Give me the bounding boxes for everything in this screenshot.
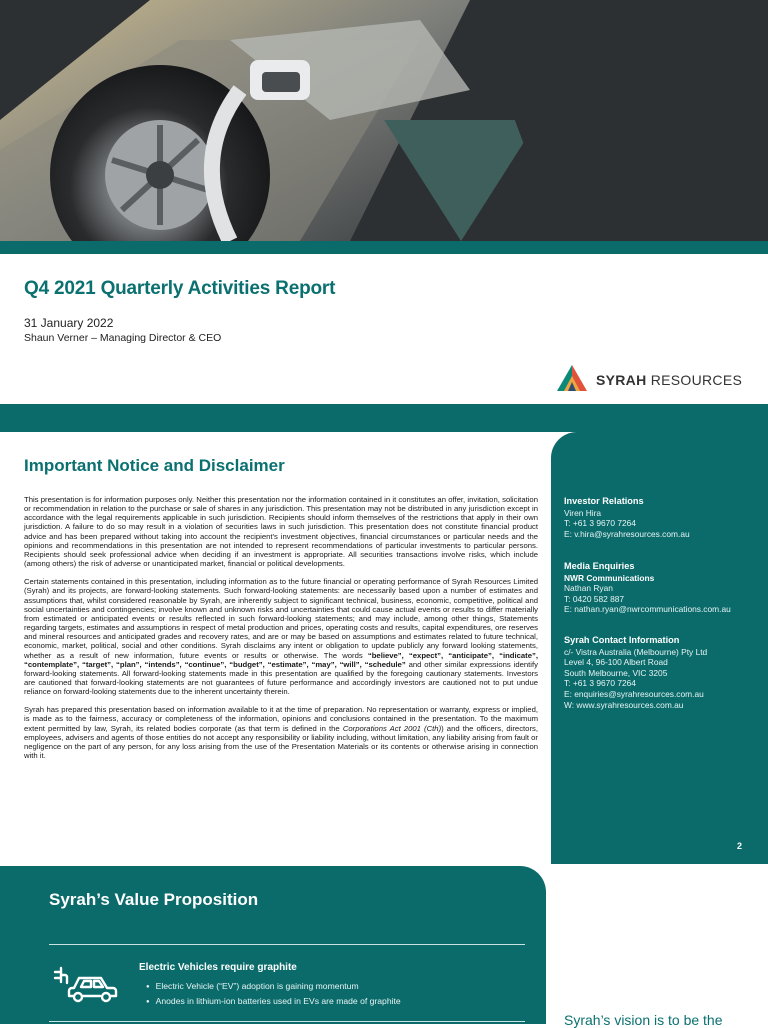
syrah-contact-information: Syrah Contact Information c/- Vistra Australia (Melbourne) Pty Ltd Level 4, 96-100 Albert Road South Melbourne, VIC 3205 T: +61 3 9670 7264 E: enquiries@syrahresources.com.au W: www.syrahresources.com.au xyxy=(564,635,708,710)
page-number: 2 xyxy=(737,841,743,851)
investor-email-link[interactable]: E: v.hira@syrahresources.com.au xyxy=(564,528,690,539)
cover-slide xyxy=(0,0,768,404)
ev-car-icon xyxy=(52,960,122,1004)
disclaimer-paragraph-3: Syrah has prepared this presentation based on information available to it at the time of preparation. No representation or warranty, express or implied, is made as to the fairness, accuracy or completeness of the information, opinions and conclusions contained in the presentation. To the maximum extent permitted by law, Syrah, its related bodies corporate (as that term is defined in the Corporations Act 2001 (Cth)) and the officers, directors, employees, advisers and agents of those entities do not accept any responsibility or liability including, without limitation, any liability arising from fault or negligence on the part of any person, for any loss arising from the use of the Presentation Materials or its contents or otherwise arising in connection with it. xyxy=(24,705,538,761)
syrah-logo-wordmark: SYRAH RESOURCES xyxy=(596,372,743,388)
disclaimer-body xyxy=(24,495,538,760)
media-enquiries-contact: Media Enquiries NWR Communications Nathan Ryan T: 0420 582 887 E: nathan.ryan@nwrcommunications.com.au xyxy=(564,561,731,615)
corporations-act: Corporations Act 2001 (Cth) xyxy=(342,723,442,733)
value-proposition-panel xyxy=(0,866,546,1024)
syrah-contact-heading: Syrah Contact Information xyxy=(564,635,680,645)
media-email-link[interactable]: E: nathan.ryan@nwrcommunications.com.au xyxy=(564,604,731,615)
report-date: 31 January 2022 xyxy=(24,316,114,330)
syrah-logo-icon xyxy=(556,364,588,392)
syrah-email-link[interactable]: E: enquiries@syrahresources.com.au xyxy=(564,688,704,699)
divider xyxy=(49,944,525,945)
investor-relations-contact: Investor Relations Viren Hira T: +61 3 9670 7264 E: v.hira@syrahresources.com.au xyxy=(564,496,690,539)
forward-looking-words: “believe”, “expect”, “anticipate”, “indicate”, “contemplate”, “target”, “plan”, “intends”, “continue”, “budget”, “estimate”, “may”, “will”, “schedule” xyxy=(24,650,539,669)
syrah-website-link[interactable]: W: www.syrahresources.com.au xyxy=(564,699,684,710)
disclaimer-paragraph-1: This presentation is for information purposes only. Neither this presentation nor the information contained in it constitutes an offer, invitation, solicitation or recommendation in relation to the purchase or sale of shares in any jurisdiction. This presentation may not be distributed in any jurisdiction except in accordance with the legal requirements applicable in such jurisdiction. Recipients should inform themselves of the restrictions that apply in their own jurisdiction. A failure to do so may result in a violation of securities laws in such jurisdiction. This presentation does not constitute financial product advice and has been prepared without taking into account the recipient's investment objectives, financial circumstances or particular needs and the opinions and recommendations in this presentation are not intended to represent recommendations of particular investments to particular persons. Recipients should seek professional advice when deciding if an investment is appropriate. All securities transactions involve risks, which include (among others) the risk of adverse or unanticipated market, financial or political developments. xyxy=(24,495,538,569)
report-title: Q4 2021 Quarterly Activities Report xyxy=(24,278,336,299)
hero-image xyxy=(0,0,768,241)
vision-statement: Syrah’s vision is to be the xyxy=(564,1012,723,1028)
syrah-logo xyxy=(556,364,746,392)
ev-charging-illustration xyxy=(0,0,768,241)
teal-footer-band xyxy=(0,404,768,432)
teal-band xyxy=(0,241,768,254)
disclaimer-paragraph-2: Certain statements contained in this presentation, including information as to the future financial or operating performance of Syrah Resources Limited (Syrah) and its projects, are forward-looking statements. Such forward-looking statements: are necessarily based upon a number of estimates and assumptions that, whilst considered reasonable by Syrah, are inherently subject to significant technical, business, economic, competitive, political and social uncertainties and contingencies; involve known and unknown risks and uncertainties that could cause actual events or results to differ materially from estimated or anticipated events or results reflected in such forward-looking statements; and may include, among other things, Statements regarding targets, estimates and assumptions in respect of metal production and prices, operating costs and results, capital expenditures, ore reserves and mineral resources and anticipated grades and recovery rates, and are or may be based on assumptions and estimates related to future technical, economic, market, political, social and other conditions. Syrah disclaims any intent or obligation to update publicly any forward looking statements, whether as a result of new information, future events or results or otherwise. The words “believe”, “expect”, “anticipate”, “indicate”, “contemplate”, “target”, “plan”, “intends”, “continue”, “budget”, “estimate”, “may”, “will”, “schedule” and other similar expressions identify forward-looking statements. All forward-looking statements made in this presentation are qualified by the foregoing cautionary statements. Investors are cautioned that forward-looking statements are not guarantees of future performance and accordingly investors are cautioned not to put undue reliance on forward-looking statements due to the inherent uncertainty therein. xyxy=(24,577,539,697)
disclaimer-title: Important Notice and Disclaimer xyxy=(24,456,285,475)
ev-heading: Electric Vehicles require graphite xyxy=(139,962,297,973)
disclaimer-slide xyxy=(0,432,768,864)
investor-relations-heading: Investor Relations xyxy=(564,496,644,506)
media-enquiries-heading: Media Enquiries xyxy=(564,561,635,571)
ev-bullet-1: ● Electric Vehicle (“EV”) adoption is gaining momentum xyxy=(146,981,359,991)
value-proposition-title: Syrah’s Value Proposition xyxy=(49,890,259,909)
value-proposition-slide xyxy=(0,864,768,1028)
divider xyxy=(49,1021,525,1022)
presenter-name: Shaun Verner – Managing Director & CEO xyxy=(24,332,222,344)
ev-bullet-2: ● Anodes in lithium-ion batteries used in EVs are made of graphite xyxy=(146,996,401,1006)
contact-panel xyxy=(551,432,768,864)
